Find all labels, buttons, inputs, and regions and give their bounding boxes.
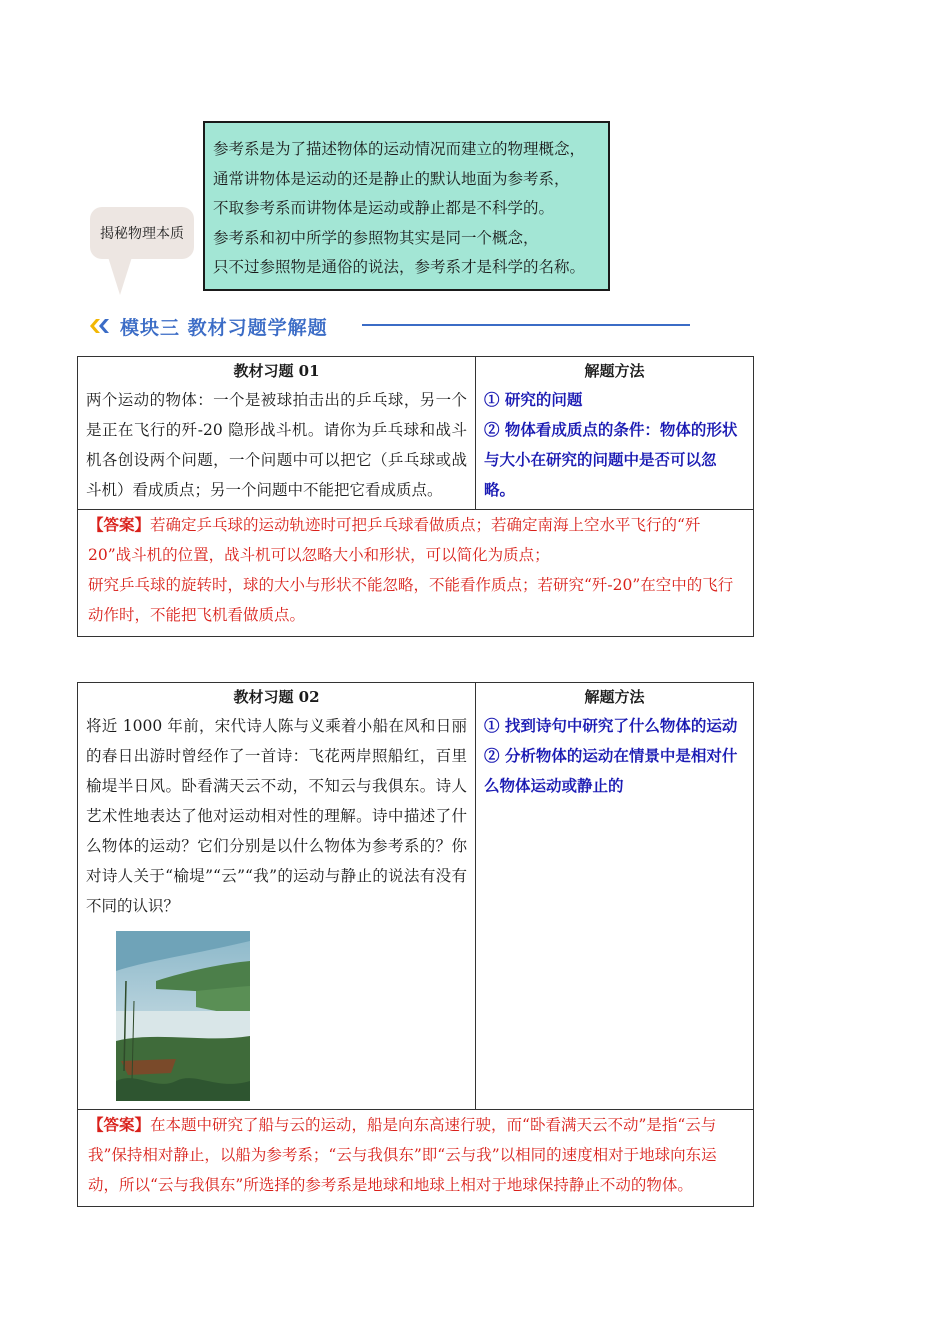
answer-text: 研究乒乓球的旋转时，球的大小与形状不能忽略，不能看作质点；若研究“歼-20”在空中的飞行动作时，不能把飞机看做质点。 — [88, 576, 734, 624]
exercise-main-row — [78, 357, 753, 509]
method-step: ① 研究的问题 — [484, 390, 583, 409]
answer-text: 若确定乒乓球的运动轨迹时可把乒乓球看做质点；若确定南海上空水平飞行的“歼 20”战斗机的位置，战斗机可以忽略大小和形状，可以简化为质点； — [88, 516, 701, 564]
exercise-answer — [78, 509, 753, 636]
method-step: ② 分析物体的运动在情景中是相对什么物体运动或静止的 — [484, 746, 738, 795]
method-title: 解题方法 — [584, 688, 645, 706]
exercise-method-cell — [476, 357, 753, 509]
module-divider — [362, 324, 690, 326]
essence-line: 只不过参照物是通俗的说法，参考系才是科学的名称。 — [213, 258, 586, 276]
exercise-main-row — [78, 683, 753, 1109]
callout-label-text: 揭秘物理本质 — [100, 226, 184, 242]
answer-tag: 【答案】 — [88, 1115, 151, 1134]
method-step: ② 物体看成质点的条件：物体的形状与大小在研究的问题中是否可以忽略。 — [484, 420, 738, 499]
exercise-method-cell — [476, 683, 753, 1109]
method-title: 解题方法 — [584, 362, 645, 380]
module-heading — [90, 312, 328, 340]
module-title: 模块三 教材习题学解题 — [120, 316, 328, 339]
method-step: ① 找到诗句中研究了什么物体的运动 — [484, 716, 738, 735]
exercise-table-01 — [77, 356, 754, 637]
callout-label — [90, 207, 194, 259]
essence-line: 参考系是为了描述物体的运动情况而建立的物理概念， — [213, 140, 586, 158]
callout-tail — [108, 257, 132, 295]
exercise-question: 两个运动的物体：一个是被球拍击出的乒乓球，另一个是正在飞行的歼-20 隐形战斗机。请你为乒乓球和战斗机各创设两个问题，一个问题中可以把它（乒乓球或战斗机）看成质点；另一个问题中不能把它看成质点。 — [86, 391, 467, 499]
exercise-question: 将近 1000 年前，宋代诗人陈与义乘着小船在风和日丽的春日出游时曾经作了一首诗：飞花两岸照船红，百里榆堤半日风。卧看满天云不动，不知云与我俱东。诗人艺术性地表达了他对运动相对性的理解。诗中描述了什么物体的运动？它们分别是以什么物体为参考系的？你对诗人关于“榆堤”“云”“我”的运动与静止的说法有没有不同的认识？ — [86, 717, 467, 915]
answer-text: 在本题中研究了船与云的运动，船是向东高速行驶，而“卧看满天云不动”是指“云与我”保持相对静止，以船为参考系；“云与我俱东”即“云与我”以相同的速度相对于地球向东运动，所以“云与我俱东”所选择的参考系是地球和地球上相对于地球保持静止不动的物体。 — [88, 1116, 717, 1194]
river-boat-illustration — [116, 931, 250, 1101]
double-chevron-icon — [90, 316, 114, 336]
essence-line: 不取参考系而讲物体是运动或静止都是不科学的。 — [213, 199, 555, 217]
physics-essence-box — [203, 121, 610, 291]
exercise-title: 教材习题 01 — [233, 362, 320, 380]
exercise-table-02 — [77, 682, 754, 1207]
exercise-question-cell — [78, 683, 476, 1109]
essence-line: 参考系和初中所学的参照物其实是同一个概念， — [213, 228, 539, 247]
exercise-title: 教材习题 02 — [233, 688, 320, 706]
answer-tag: 【答案】 — [88, 515, 151, 534]
exercise-question-cell — [78, 357, 476, 509]
essence-line: 通常讲物体是运动的还是静止的默认地面为参考系， — [213, 169, 570, 188]
exercise-answer — [78, 1109, 753, 1206]
